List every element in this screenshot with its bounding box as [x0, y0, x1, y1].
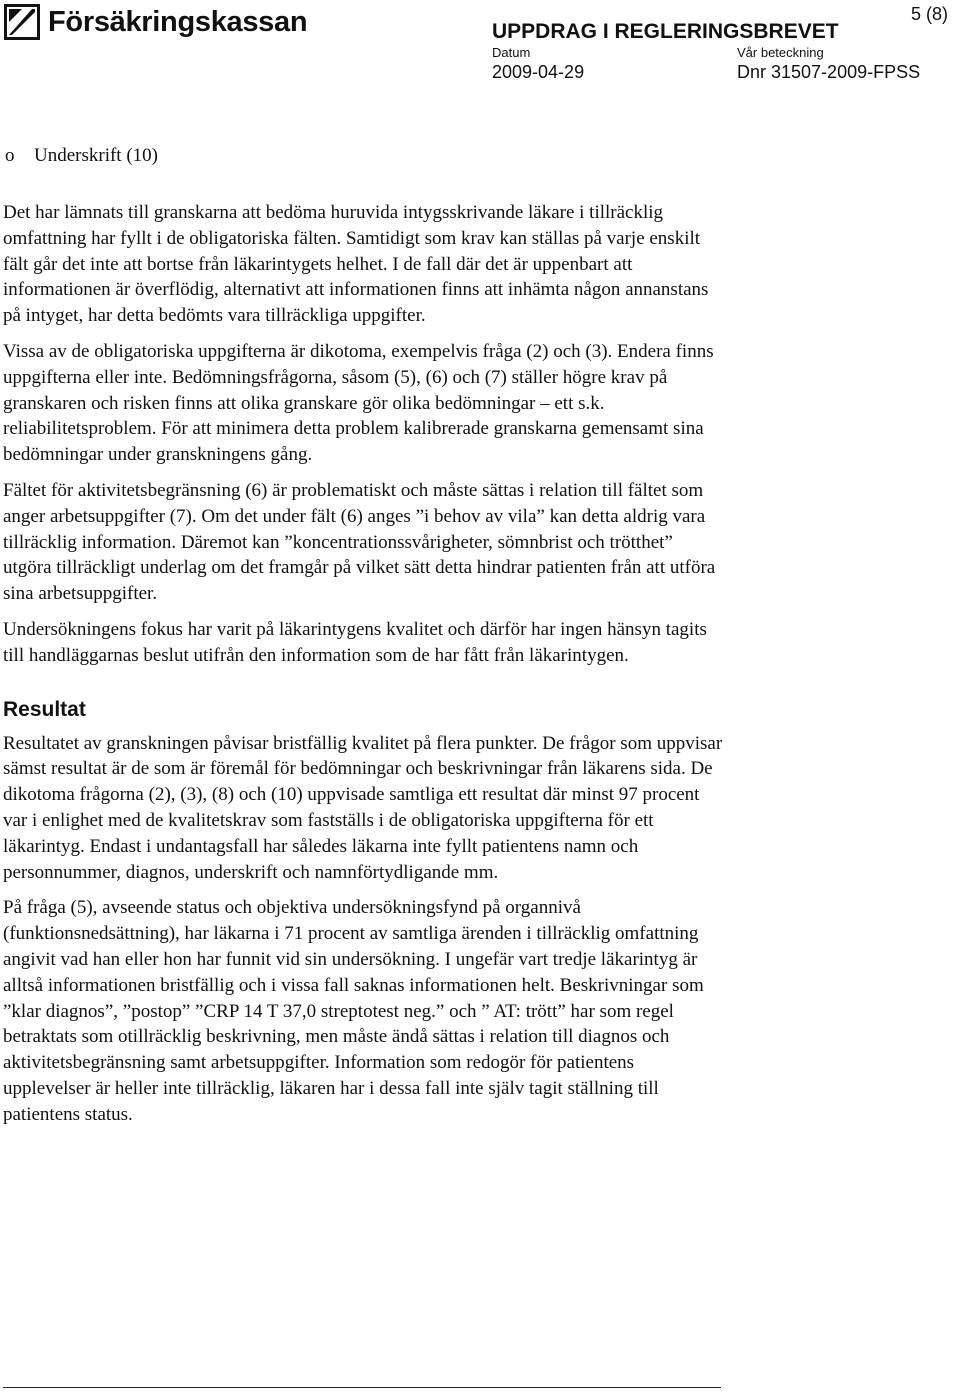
paragraph: Vissa av de obligatoriska uppgifterna är dikotoma, exempelvis fråga (2) och (3). Endera finns uppgifterna eller inte. Bedömningsfrågorna, såsom (5), (6) och (7) ställer högre krav på granskaren och risken finns att olika granskare gör olika bedömningar – ett s.k. reliabilitetsproblem. För att minimera detta problem kalibrerade granskarna gemensamt sina bedömningar under granskningens gång. [3, 340, 714, 466]
bullet-text: Underskrift (10) [34, 145, 158, 166]
bullet-item [3, 142, 723, 170]
paragraph: Resultatet av granskningen påvisar bristfällig kvalitet på flera punkter. De frågor som uppvisar sämst resultat är de som är föremål för bedömningar och beskrivningar från läkarens sida. De dikotoma frågorna (2), (3), (8) och (10) uppvisade samtliga ett resultat där minst 97 procent var i enlighet med de kvalitetskrav som fastställs i de obligatoriska uppgifterna för ett läkarintyg. Endast i undantagsfall har således läkarna inte fyllt patientens namn och personnummer, diagnos, underskrift och namnförtydligande mm. [3, 732, 723, 883]
reference-value: Dnr 31507-2009-FPSS [737, 62, 921, 82]
footnote-divider [3, 1387, 721, 1388]
document-body [3, 142, 723, 1138]
reference-label: Vår beteckning [737, 45, 824, 60]
paragraph: Undersökningens fokus har varit på läkarintygens kvalitet och därför har ingen hänsyn tagits till handläggarnas beslut utifrån den information som de har fått från läkarintygen. [3, 618, 707, 666]
paragraph: På fråga (5), avseende status och objektiva undersökningsfynd på organnivå (funktionsnedsättning), har läkarna i 71 procent av samtliga ärenden i tillräcklig omfattning angivit vad han eller hon har funnit vid sin undersökning. I ungefär vart tredje läkarintyg är alltså informationen bristfällig och i vissa fall saknas informationen helt. Beskrivningar som ”klar diagnos”, ”postop” ”CRP 14 T 37,0 streptotest neg.” och ” AT: trött” har som regel betraktats som otillräcklig beskrivning, men måste ändå sättas i relation till diagnos och aktivitetsbegränsning samt arbetsuppgifter. Information som redogör för patientens upplevelser är heller inte tillräcklig, läkaren har i dessa fall inte själv tagit ställning till patientens status. [3, 897, 704, 1125]
logo-text: Försäkringskassan [48, 5, 308, 38]
section-heading: Resultat [3, 697, 86, 721]
paragraph: Det har lämnats till granskarna att bedöma huruvida intygsskrivande läkare i tillräcklig omfattning har fyllt i de obligatoriska fälten. Samtidigt som krav kan ställas på varje enskilt fält går det inte att bortse från läkarintygets helhet. I de fall där det är uppenbart att informationen är överflödig, alternativt att informationen finns att inhämta någon annanstans på intyget, har detta bedömts vara tillräckliga uppgifter. [3, 202, 709, 327]
logo-mark-icon [4, 4, 40, 40]
paragraph: Fältet för aktivitetsbegränsning (6) är problematiskt och måste sättas i relation till fältet som anger arbetsuppgifter (7). Om det under fält (6) anges ”i behov av vila” kan detta aldrig vara tillräcklig information. Däremot kan ”koncentrationssvårigheter, sömnbrist och trötthet” utgöra tillräckligt underlag om det framgår på vilket sätt detta hindrar patienten från att utföra sina arbetsuppgifter. [3, 479, 716, 605]
date-value: 2009-04-29 [492, 62, 585, 82]
logo [4, 4, 307, 40]
bullet-marker: o [5, 145, 15, 166]
document-type: UPPDRAG I REGLERINGSBREVET [492, 20, 839, 43]
document-header [0, 0, 960, 90]
date-label: Datum [492, 45, 531, 60]
page-number: 5 (8) [910, 4, 948, 24]
